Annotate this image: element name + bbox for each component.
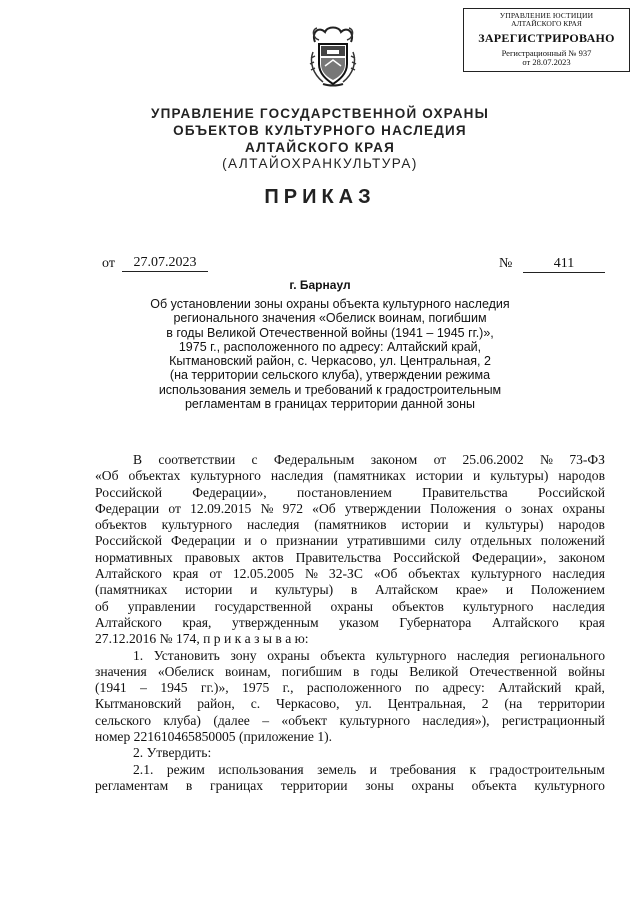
org-name-line1: УПРАВЛЕНИЕ ГОСУДАРСТВЕННОЙ ОХРАНЫ xyxy=(150,106,490,121)
order-body xyxy=(95,452,605,794)
title-line: регионального значения «Обелиск воинам, погибшим xyxy=(173,311,487,326)
body-line: Кытмановский район, с. Черкасово, ул. Центральная, 2 (на территории xyxy=(95,696,605,712)
body-line: об управлении государственной охраны объектов культурного наследия xyxy=(95,598,605,614)
order-title xyxy=(120,297,540,411)
stamp-agency-line1: УПРАВЛЕНИЕ ЮСТИЦИИ xyxy=(499,11,594,20)
body-line: Российской Федерации и о признании утратившими силу отдельных положений xyxy=(95,533,605,549)
body-line: (1941 – 1945 гг.)», 1975 г., расположенного по адресу: Алтайский край, xyxy=(95,680,605,696)
org-name-line2: ОБЪЕКТОВ КУЛЬТУРНОГО НАСЛЕДИЯ xyxy=(173,123,467,138)
body-line: значения «Обелиск воинам, погибшим в годы Великой Отечественной войны xyxy=(95,663,605,679)
body-line: 1. Установить зону охраны объекта культурного наследия регионального xyxy=(133,647,605,663)
title-line: использования земель и требований к градостроительным xyxy=(158,382,502,397)
number-label: № xyxy=(499,256,513,271)
body-line: нормативных правовых актов Правительства Российской Федерации», законом xyxy=(95,549,605,565)
stamp-reg-number: Регистрационный № 937 xyxy=(501,48,592,58)
stamp-status: ЗАРЕГИСТРИРОВАНО xyxy=(478,31,615,45)
order-date: 27.07.2023 xyxy=(122,255,208,272)
body-line: сельского клуба) (далее – «объект культурного наследия»), регистрационный xyxy=(95,712,605,728)
coat-of-arms-icon xyxy=(305,22,361,88)
body-line: Российской Федерации», постановлением Правительства Российской xyxy=(95,484,605,500)
date-label: от xyxy=(102,256,115,271)
order-number: 411 xyxy=(523,256,605,273)
stamp-reg-date: от 28.07.2023 xyxy=(522,57,571,67)
body-line: Алтайского края, утвержденным указом Губернатора Алтайского края xyxy=(95,614,605,630)
title-line: регламентам в границах территории данной зоны xyxy=(184,397,476,412)
body-line: (памятниках истории и культуры) в Алтайском крае» и Положением xyxy=(95,582,605,598)
body-line: объектов культурного наследия (памятников истории и культуры) народов xyxy=(95,517,605,533)
stamp-agency-line2: АЛТАЙСКОГО КРАЯ xyxy=(511,19,582,28)
body-line: регламентам в границах территории зоны охраны объекта культурного xyxy=(95,777,605,793)
title-line: Об установлении зоны охраны объекта культурного наследия xyxy=(150,297,510,311)
body-line: Алтайского края от 12.05.2005 № 32-ЗС «Об объектах культурного наследия xyxy=(95,566,605,582)
document-type-heading: ПРИКАЗ xyxy=(264,186,376,208)
body-line: 2. Утвердить: xyxy=(133,745,212,761)
body-line: В соответствии с Федеральным законом от 25.06.2002 № 73-ФЗ xyxy=(133,452,605,467)
title-line: (на территории сельского клуба), утверждении режима xyxy=(169,368,491,383)
body-line: 2.1. режим использования земель и требования к градостроительным xyxy=(133,761,605,777)
body-line: «Об объектах культурного наследия (памятниках истории и культуры) народов xyxy=(95,468,605,484)
org-short-name: (АЛТАЙОХРАНКУЛЬТУРА) xyxy=(222,156,418,171)
city-name: г. Барнаул xyxy=(289,278,351,292)
registration-stamp xyxy=(463,8,630,72)
org-name-line3: АЛТАЙСКОГО КРАЯ xyxy=(245,140,395,155)
title-line: Кытмановский район, с. Черкасово, ул. Центральная, 2 xyxy=(169,354,491,369)
body-line: Федерации от 12.09.2015 № 972 «Об утверждении Положения о зонах охраны xyxy=(95,500,605,516)
body-line: номер 221610465850005 (приложение 1). xyxy=(95,729,333,745)
title-line: в годы Великой Отечественной войны (1941 – 1945 гг.)», xyxy=(166,325,494,340)
body-line: 27.12.2016 № 174, п р и к а з ы в а ю: xyxy=(95,631,309,647)
title-line: 1975 г., расположенного по адресу: Алтайский край, xyxy=(178,339,482,354)
